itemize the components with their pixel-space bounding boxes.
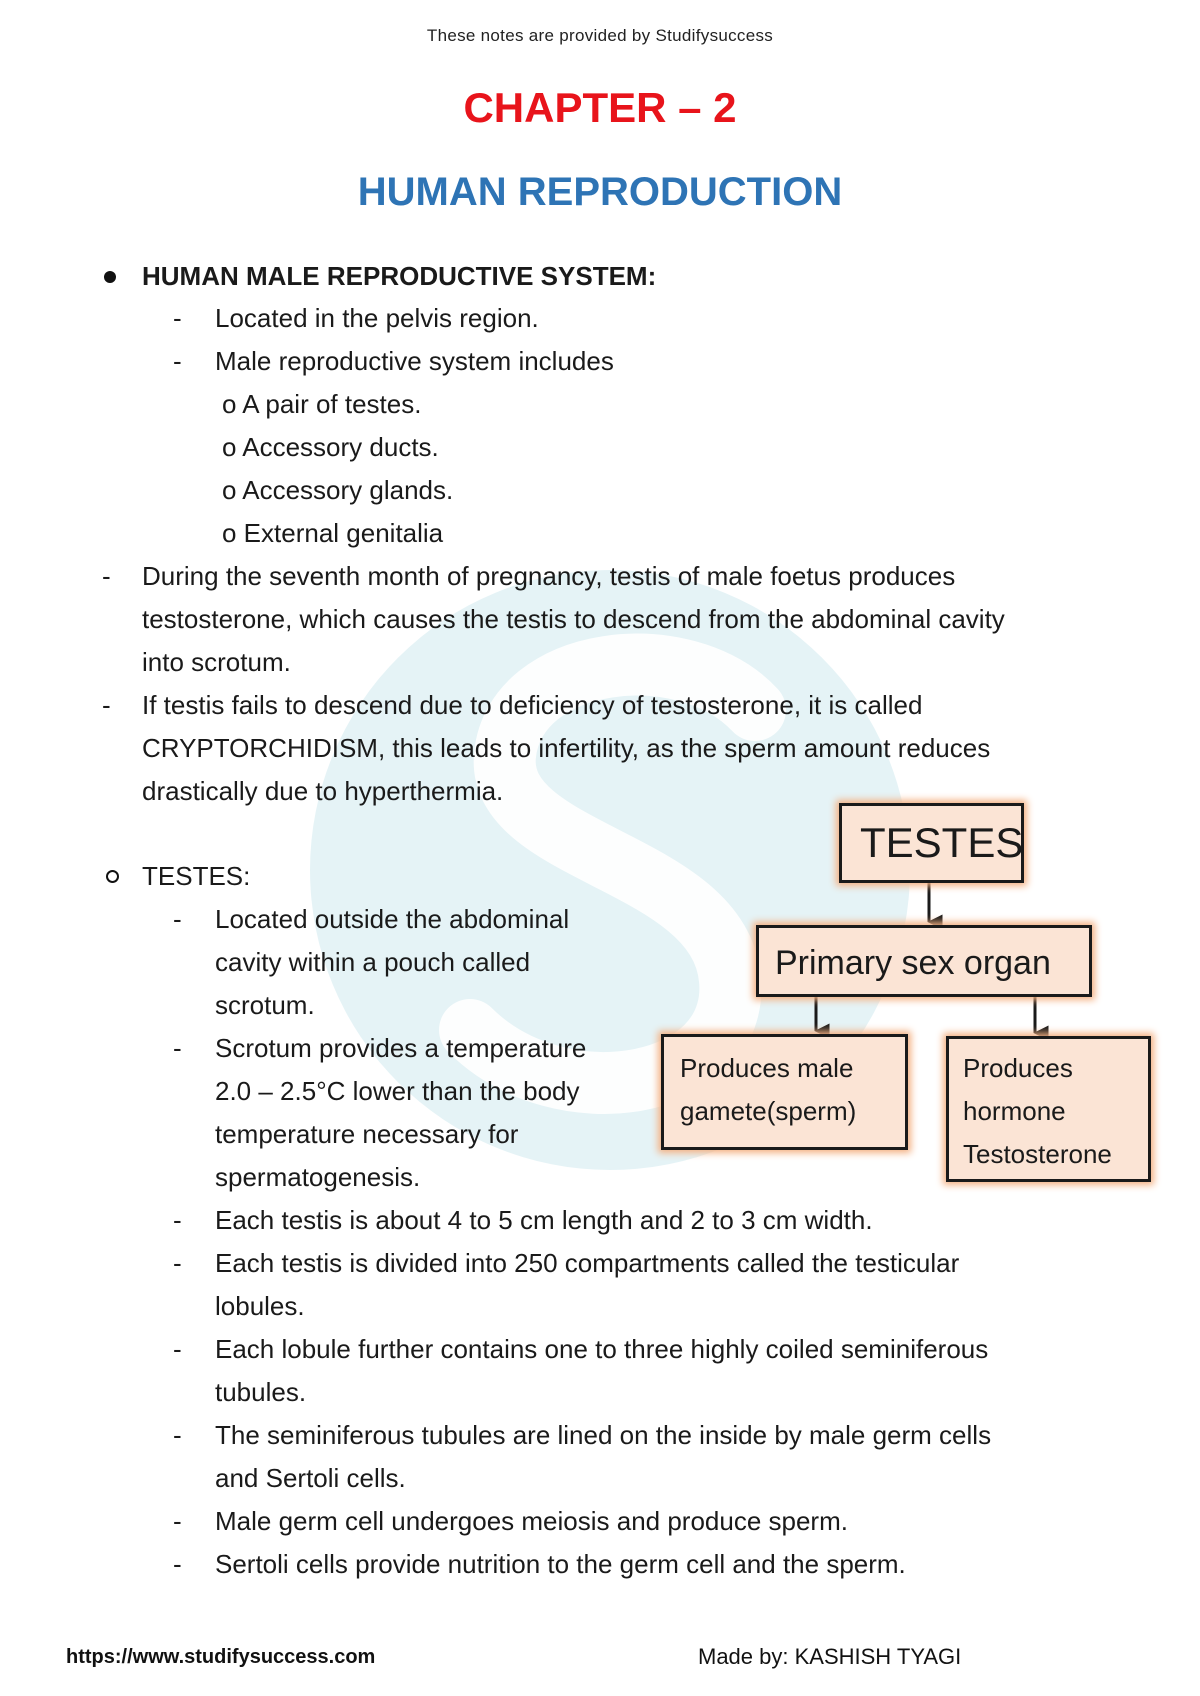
list-item-line: temperature necessary for [215, 1119, 519, 1149]
footer-url-link[interactable]: https://www.studifysuccess.com [66, 1646, 376, 1668]
dash-icon: - [173, 1549, 182, 1579]
diagram-box-primary-label: Primary sex organ [775, 944, 1051, 982]
chapter-heading: CHAPTER – 2 [463, 84, 737, 131]
diagram-box-produces-gamete [661, 1034, 908, 1150]
diagram-box-gamete-line: gamete(sperm) [680, 1096, 857, 1126]
list-item: Located in the pelvis region. [215, 303, 539, 333]
header-note: These notes are provided by Studifysuccess [426, 26, 774, 45]
paragraph-line: If testis fails to descend due to deficiency of testosterone, it is called [142, 690, 923, 720]
list-item-line: spermatogenesis. [215, 1162, 421, 1192]
paragraph-line: During the seventh month of pregnancy, testis of male foetus produces [142, 561, 956, 591]
diagram-box-gamete-line: Produces male [680, 1053, 854, 1083]
list-item-line: Scrotum provides a temperature [215, 1033, 587, 1063]
list-item-line: Each testis is about 4 to 5 cm length and 2 to 3 cm width. [215, 1205, 873, 1235]
dash-icon: - [102, 690, 111, 720]
list-item-line: The seminiferous tubules are lined on the inside by male germ cells [215, 1420, 992, 1450]
sub-list-item: o Accessory glands. [222, 475, 454, 505]
paragraph-line: testosterone, which causes the testis to descend from the abdominal cavity [142, 604, 1005, 634]
list-item: Male reproductive system includes [215, 346, 614, 376]
dash-icon: - [173, 303, 182, 333]
list-item-line: Sertoli cells provide nutrition to the germ cell and the sperm. [215, 1549, 906, 1579]
bullet-icon [104, 271, 116, 283]
paragraph-line: drastically due to hyperthermia. [142, 776, 504, 806]
dash-icon: - [102, 561, 111, 591]
diagram-box-produces-hormone [946, 1036, 1151, 1182]
list-item-line: Male germ cell undergoes meiosis and produce sperm. [215, 1506, 848, 1536]
diagram-box-hormone-line: hormone [963, 1096, 1066, 1126]
list-item-line: Each lobule further contains one to three highly coiled seminiferous [215, 1334, 989, 1364]
dash-icon: - [173, 1205, 182, 1235]
document-title: HUMAN REPRODUCTION [357, 170, 843, 214]
dash-icon: - [173, 1033, 182, 1063]
sub-list-item: o Accessory ducts. [222, 432, 439, 462]
list-item-line: 2.0 – 2.5°C lower than the body [215, 1076, 580, 1106]
list-item-line: scrotum. [215, 990, 315, 1020]
list-item-line: tubules. [215, 1377, 307, 1407]
paragraph-line: into scrotum. [142, 647, 291, 677]
list-item-line: and Sertoli cells. [215, 1463, 406, 1493]
diagram-box-hormone-line: Testosterone [963, 1139, 1112, 1169]
circle-bullet-icon [106, 870, 119, 883]
paragraph-line: CRYPTORCHIDISM, this leads to infertility, as the sperm amount reduces [142, 733, 991, 763]
list-item-line: Each testis is divided into 250 compartments called the testicular [215, 1248, 960, 1278]
footer-author: Made by: KASHISH TYAGI [698, 1644, 962, 1669]
diagram-box-testes [839, 803, 1024, 883]
sub-list-item: o A pair of testes. [222, 389, 422, 419]
diagram-box-primary-sex-organ [756, 925, 1092, 997]
list-item-line: Located outside the abdominal [215, 904, 570, 934]
dash-icon: - [173, 346, 182, 376]
dash-icon: - [173, 1506, 182, 1536]
list-item-line: cavity within a pouch called [215, 947, 531, 977]
dash-icon: - [173, 1248, 182, 1278]
diagram-box-hormone-line: Produces [963, 1053, 1073, 1083]
dash-icon: - [173, 1334, 182, 1364]
dash-icon: - [173, 1420, 182, 1450]
dash-icon: - [173, 904, 182, 934]
list-item-line: lobules. [215, 1291, 305, 1321]
section-heading-testes: TESTES: [142, 861, 251, 891]
diagram-box-testes-label: TESTES [860, 819, 1024, 866]
section-heading-male-system: HUMAN MALE REPRODUCTIVE SYSTEM: [142, 261, 657, 291]
sub-list-item: o External genitalia [222, 518, 444, 548]
